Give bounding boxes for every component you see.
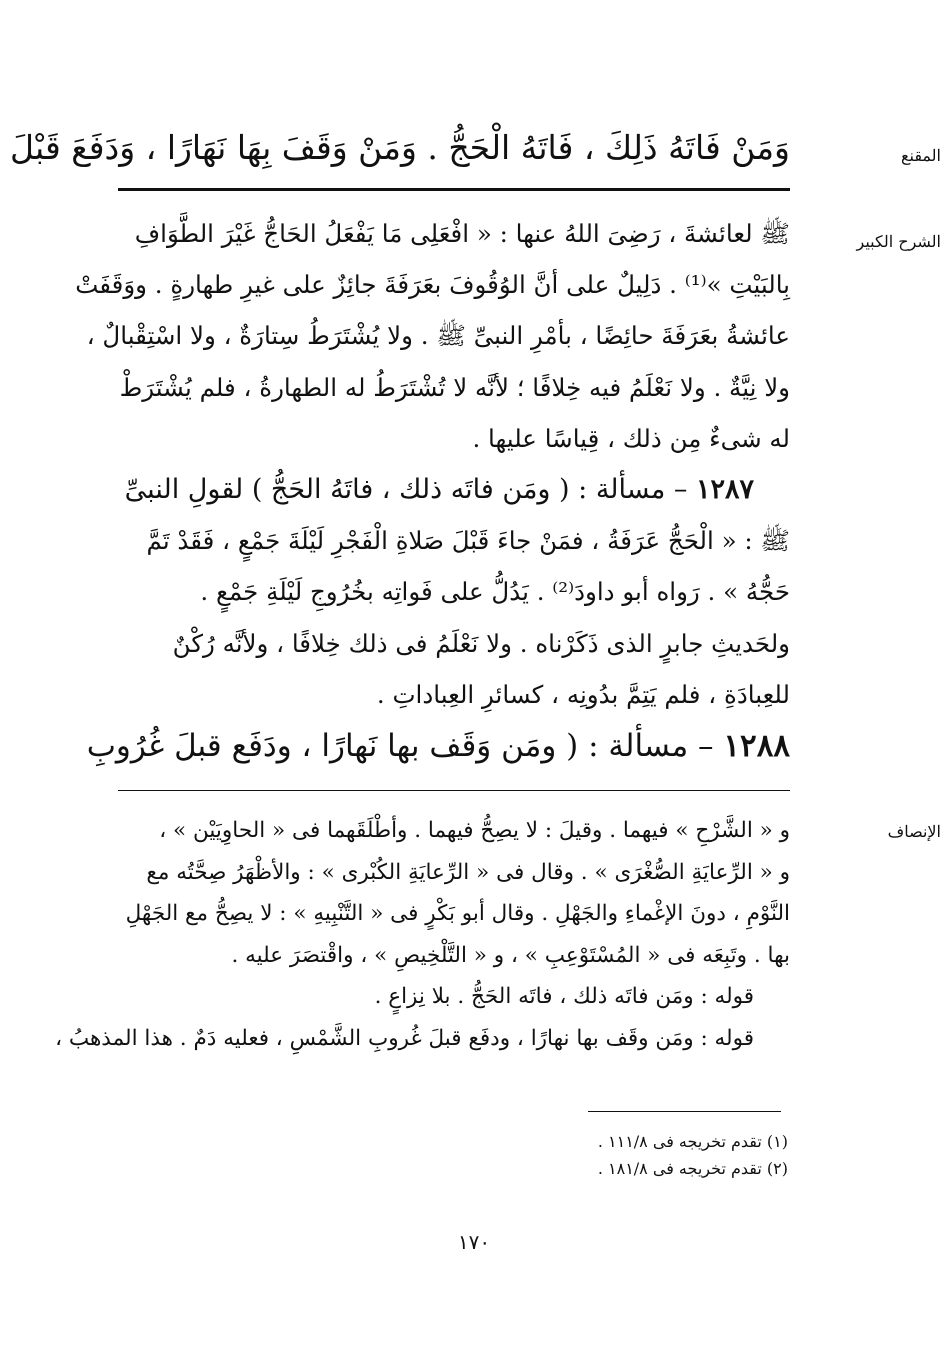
insaf-qawluh-1: قوله : ومَن فاتَه ذلك ، فاتَه الحَجُّ . بلا نِزاعٍ . [374, 984, 754, 1009]
masala-1287-number: ١٢٨٧ [695, 474, 754, 506]
masala-1288-heading [86, 720, 790, 772]
muqni-text [10, 118, 790, 178]
sharh-line: ﷺ لعائشةَ ، رَضِىَ اللهُ عنها : « افْعَلِى مَا يَفْعَلُ الحَاجُّ غَيْرَ الطَّوَافِ [134, 219, 790, 248]
sharh-line: للعِبادَةِ ، فلم يَتِمَّ بدُونِه ، كسائرِ العِباداتِ . [376, 679, 790, 709]
sharh-label: الشرح الكبير [856, 232, 941, 251]
insaf-text [55, 810, 790, 1059]
masala-1287-head: – مسألة : ( ومَن فاتَه ذلك ، فاتَهُ الحَجُّ ) لقولِ النبىِّ [124, 474, 696, 506]
insaf-line: النَّوْمِ ، دونَ الإغْماءِ والجَهْلِ . وقال أبو بَكْرٍ فى « التَّنْبِيهِ » : لا يصِحُّ مع الجَهْلِ [125, 901, 790, 926]
insaf-line: و « الشَّرْحِ » فيهما . وقيلَ : لا يصِحُّ فيهما . وأطْلَقَهما فى « الحاوِيَيْن » ، [159, 818, 790, 843]
insaf-line: و « الرِّعايَةِ الصُّغْرَى » . وقال فى « الرِّعايَةِ الكُبْرى » : والأظْهَرُ صِحَّتُه مع [146, 859, 790, 885]
insaf-label: الإنصاف [887, 822, 941, 841]
muqni-divider [118, 188, 790, 191]
footnote-divider [588, 1111, 781, 1112]
sharh-line: عائشةُ بعَرَفَةَ حائِضًا ، بأمْرِ النبىِّ ﷺ . ولا يُشْتَرَطُ سِتارَةٌ ، ولا اسْتِقْبالٌ ، [86, 321, 790, 351]
sharh-line: بِالبَيْتِ »⁽¹⁾ . دَلِيلٌ على أنَّ الوُقُوفَ بعَرَفَةَ جائِزٌ على غيرِ طهارةٍ . ووَقَفَتْ [75, 270, 790, 300]
masala-1288-head: – مسألة : ( ومَن وَقَف بها نَهارًا ، ودَفَع قبلَ غُرُوبِ [86, 728, 724, 765]
muqni-line: وَمَنْ فَاتَهُ ذَلِكَ ، فَاتَهُ الْحَجُّ . وَمَنْ وَقَفَ بِهَا نَهَارًا ، وَدَفَعَ قَبْلَ [10, 128, 790, 167]
masala-1288-number: ١٢٨٨ [723, 728, 790, 765]
footnote-2: (٢) تقدم تخريجه فى ١٨١/٨ . [597, 1159, 788, 1178]
sharh-divider [118, 790, 790, 791]
page-number: ١٧٠ [457, 1230, 491, 1254]
insaf-line: بها . وتَبِعَه فى « المُسْتَوْعِبِ » ، و « التَّلْخِيصِ » ، واقْتصَرَ عليه . [231, 942, 790, 968]
sharh-line: ﷺ : « الْحَجُّ عَرَفَةُ ، فمَنْ جاءَ قَبْلَ صَلاةِ الْفَجْرِ لَيْلَةَ جَمْعٍ ، فَقَدْ تَمَّ [146, 526, 790, 556]
muqni-label: المقنع [900, 146, 941, 165]
sharh-line: له شىءٌ مِن ذلك ، قِياسًا عليها . [472, 423, 790, 453]
insaf-qawluh-2: قوله : ومَن وقَف بها نهارًا ، ودفَع قبلَ غُروبِ الشَّمْسِ ، فعليه دَمٌ . هذا المذهبُ ، [55, 1025, 754, 1051]
footnotes [400, 1128, 788, 1182]
sharh-line: حَجُّهُ » . رَواه أبو داودَ⁽²⁾ . يَدُلُّ على فَواتِه بخُرُوجِ لَيْلَةِ جَمْعٍ . [200, 577, 790, 607]
sharh-text [75, 208, 790, 772]
sharh-line: ولحَديثِ جابرٍ الذى ذَكَرْناه . ولا نَعْلَمُ فى ذلك خِلافًا ، ولأنَّه رُكْنٌ [172, 628, 790, 658]
footnote-1: (١) تقدم تخريجه فى ١١١/٨ . [597, 1132, 788, 1151]
masala-1287-heading [118, 464, 790, 515]
sharh-line: ولا نِيَّةٌ . ولا نَعْلَمُ فيه خِلافًا ؛ لأنَّه لا تُشْتَرَطُ له الطهارةُ ، فلم يُشْتَرَطْ [119, 372, 790, 402]
